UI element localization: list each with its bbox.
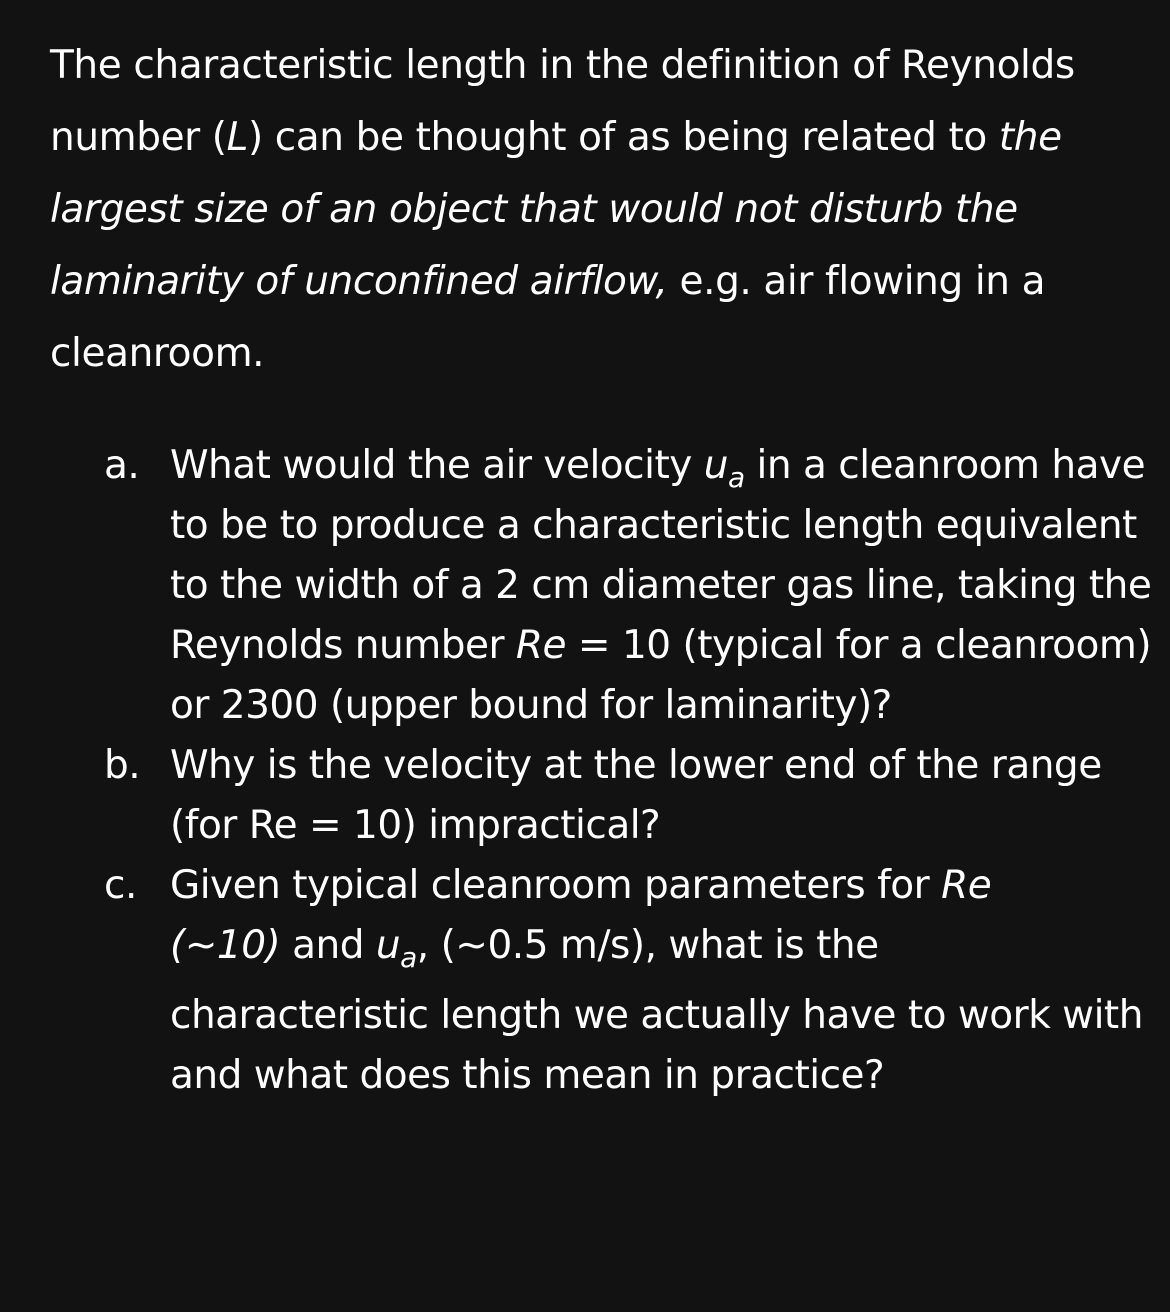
question-a-text-1: What would the air velocity (170, 443, 704, 488)
intro-text-2: ) can be thought of as being related to (247, 115, 999, 160)
intro-italic-definition: the largest size of an object that would not disturb the laminarity of unconfined airflow, (50, 115, 1062, 304)
question-c (104, 856, 1164, 1106)
question-c-text (170, 856, 1164, 1106)
question-a-text-3: = 10 (typical for a cleanroom) or 2300 (upper bound for laminarity)? (170, 623, 1152, 728)
velocity-subscript-c: a (400, 941, 417, 974)
reynolds-symbol: Re (515, 623, 567, 668)
question-b (104, 736, 1164, 856)
velocity-subscript: a (727, 461, 745, 494)
question-list (104, 436, 1164, 1106)
question-c-marker: c. (104, 863, 137, 908)
intro-text-1: The characteristic length in the definition of Reynolds number ( (50, 43, 1075, 160)
intro-text-3: e.g. air flowing in a cleanroom. (50, 259, 1046, 376)
question-c-line-2 (170, 916, 1164, 976)
question-c-line-1 (170, 856, 1164, 916)
question-c-text-1: Given typical cleanroom parameters for (170, 863, 942, 908)
question-a-marker: a. (104, 443, 140, 488)
question-c-text-4: characteristic length we actually have to work with and what does this mean in practice? (170, 993, 1143, 1098)
question-a-text (170, 443, 1151, 728)
reynolds-value: (~10) (170, 923, 281, 968)
question-b-text: Why is the velocity at the lower end of the range (for Re = 10) impractical? (170, 743, 1102, 848)
velocity-symbol-c: u (375, 923, 401, 968)
question-a-text-2: in a cleanroom have to be to produce a characteristic length equivalent to the width of a 2 cm diameter gas line, taking the Reynolds number (170, 443, 1152, 668)
reynolds-symbol-c: Re (941, 863, 992, 908)
question-b-marker: b. (104, 743, 141, 788)
velocity-symbol: u (703, 443, 728, 488)
question-c-text-3: , (~0.5 m/s), what is the (416, 923, 879, 968)
question-a (104, 436, 1164, 736)
question-c-text-2: and (280, 923, 376, 968)
intro-paragraph (50, 30, 1150, 390)
length-symbol: L (226, 115, 248, 160)
